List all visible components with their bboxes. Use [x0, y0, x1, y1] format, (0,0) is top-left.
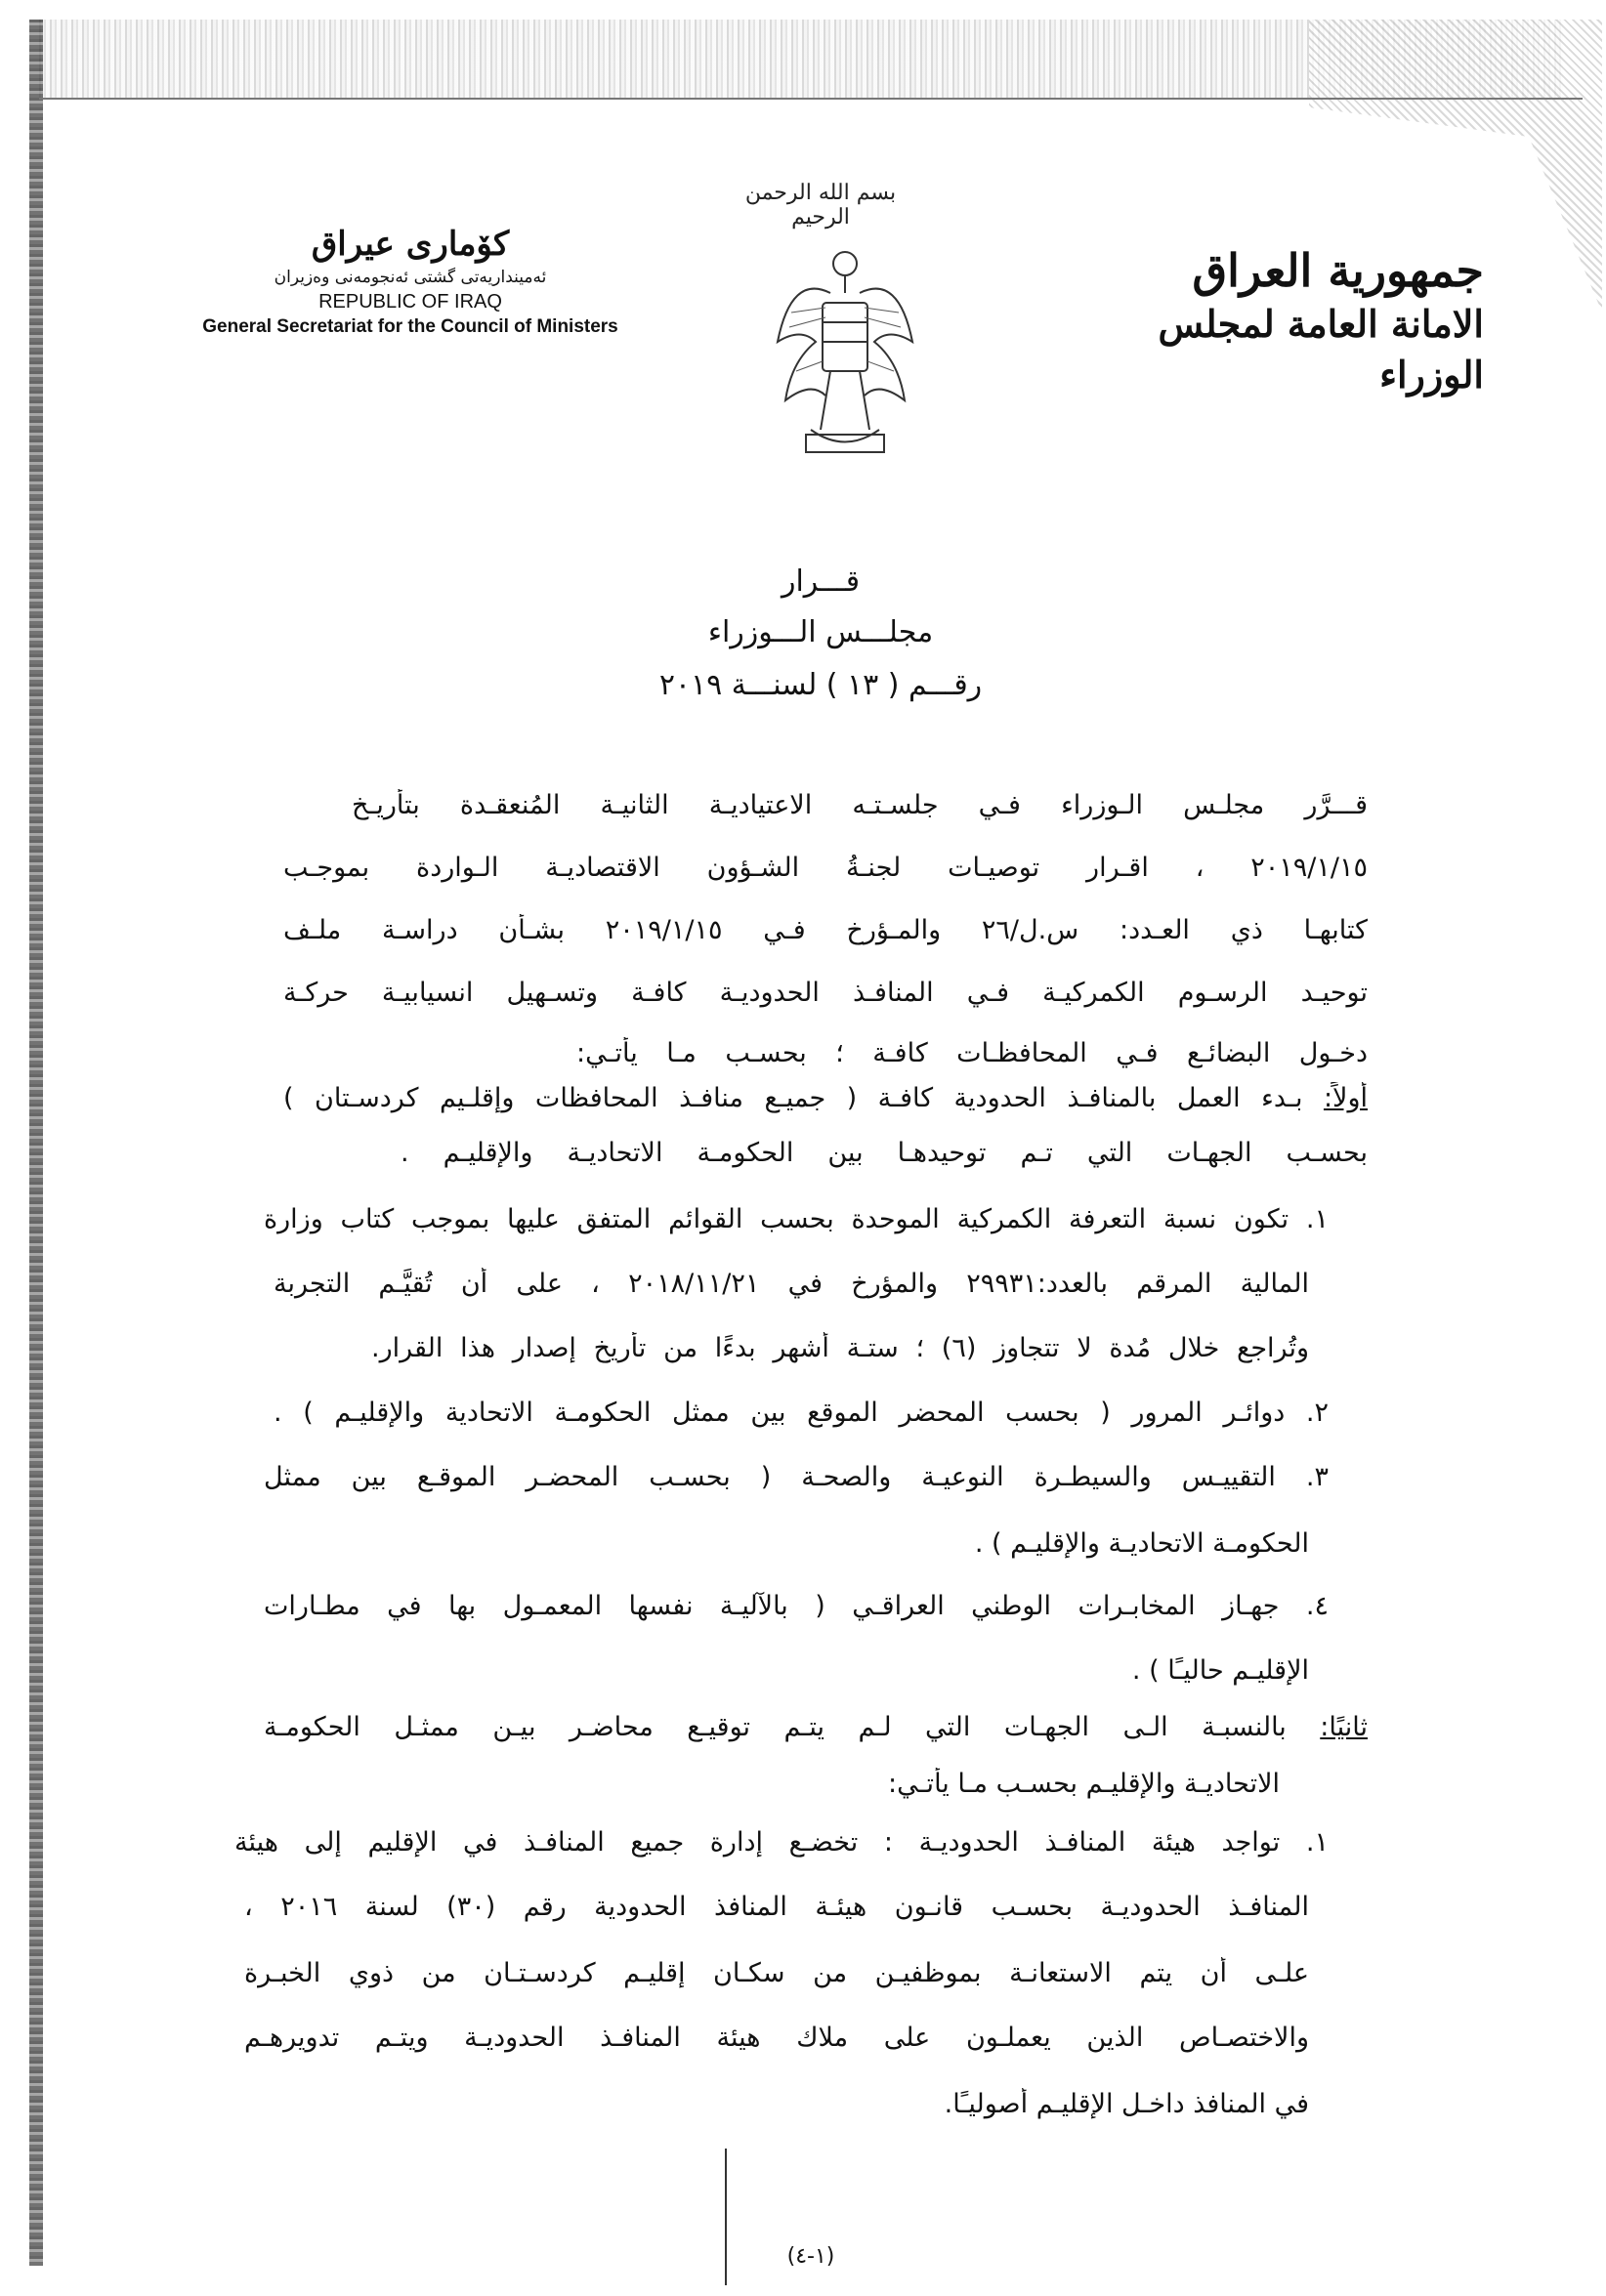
letterhead-english-line2: General Secretariat for the Council of Ministers: [202, 316, 618, 337]
item-line: ١. تواجد هيئة المنافـذ الحدوديـة : تخضـع إدارة جميع المنافـذ في الإقليم إلى هيئة: [234, 1827, 1329, 1858]
item-line: المالية المرقم بالعدد:٢٩٩٣١ والمؤرخ في ٢٠١٨/١١/٢١ ، على أن تُقيَّـم التجربة: [274, 1269, 1309, 1299]
letterhead-english-line1: REPUBLIC OF IRAQ: [318, 291, 502, 313]
body-line: كتابهـا ذي العـدد: س.ل/٢٦ والمـؤرخ فـي ٢٠١٩/١/١٥ بشـأن دراسـة ملـف: [283, 915, 1368, 945]
item-line: المنافـذ الحدوديـة بحسـب قانـون هيئـة المنافذ الحدودية رقم (٣٠) لسنة ٢٠١٦ ،: [244, 1892, 1309, 1922]
footer-divider: [725, 2149, 727, 2285]
body-line: قـــرَّر مجلـس الـوزراء فـي جلسـتـه الاعتياديـة الثانيـة المُنعقـدة بتأريـخ: [352, 790, 1368, 820]
page-number: (١-٤): [786, 2244, 835, 2269]
body-line: الاتحاديـة والإقليـم بحسـب مـا يأتـي:: [888, 1769, 1280, 1799]
item-line: ٢. دوائـر المرور ( بحسب المحضر الموقع بين ممثل الحكومـة الاتحادية والإقليـم ) .: [274, 1398, 1329, 1428]
item-line: الحكومـة الاتحاديـة والإقليـم ) .: [974, 1528, 1309, 1559]
item-line: في المنافذ داخـل الإقليـم أصوليـًا.: [944, 2089, 1309, 2119]
clause-first-label: أولاً:: [1323, 1083, 1368, 1113]
letterhead-kurdish-line1: كۆماری عیراق: [311, 225, 510, 264]
body-line: ٢٠١٩/١/١٥ ، اقـرار توصيـات لجنـةُ الشـؤون الاقتصاديـة الـواردة بموجـب: [283, 853, 1368, 883]
item-line: ٣. التقييـس والسيطـرة النوعيـة والصحـة ( بحسـب المحضـر الموقـع بين ممثل: [264, 1462, 1329, 1492]
body-line: توحيـد الرسـوم الكمركيـة فـي المنافـذ الحدوديـة كافـة وتسـهيل انسيابيـة حركـة: [283, 978, 1368, 1008]
item-line: ١. تكون نسبة التعرفة الكمركية الموحدة بحسب القوائم المتفق عليها بموجب كتاب وزارة: [264, 1204, 1329, 1234]
clause-second: [264, 1711, 1368, 1744]
letterhead-arabic-line2: الامانة العامة لمجلس الوزراء: [1158, 302, 1484, 397]
item-line: والاختصـاص الذين يعملـون على ملاك هيئة المنافـذ الحدوديـة ويتـم تدويرهـم: [244, 2023, 1309, 2053]
clause-second-label: ثانيًا:: [1320, 1712, 1368, 1742]
council-title: مجلـــس الـــوزراء: [707, 615, 934, 649]
clause-first: [283, 1082, 1368, 1115]
decision-title: قـــرار: [781, 564, 861, 599]
item-line: الإقليـم حاليـًا ) .: [1131, 1655, 1309, 1686]
clause-first-text: بـدء العمل بالمنافـذ الحدودية كافـة ( جميـع منافـذ المحافظات وإقلـيم كردسـتان ): [283, 1083, 1324, 1113]
letterhead-arabic-line1: جمهورية العراق: [1192, 244, 1484, 297]
body-line: دخـول البضائـع فـي المحافظـات كافـة ؛ بحسـب مـا يأتـي:: [576, 1038, 1368, 1068]
item-line: ٤. جهـاز المخابـرات الوطني العراقـي ( بالآليـة نفسها المعمـول بها في مطـارات: [264, 1591, 1329, 1621]
item-line: وتُراجع خلال مُدة لا تتجاوز (٦) ؛ ستـة أشهر بدءًا من تأريخ إصدار هذا القرار.: [371, 1333, 1309, 1363]
body-line: بحسـب الجهـات التي تـم توحيدهـا بين الحكومـة الاتحاديـة والإقليـم .: [401, 1138, 1368, 1168]
basmala: بسم الله الرحمن الرحيم: [744, 181, 897, 230]
clause-second-text: بالنسبـة الـى الجهـات التي لـم يتـم توقيـع محاضـر بيـن ممثـل الحكومـة: [264, 1712, 1321, 1742]
decision-number: رقـــم ( ١٣ ) لسنـــة ٢٠١٩: [658, 668, 983, 702]
letterhead-kurdish-line2: ئەمینداریەتی گشتی ئەنجومەنی وەزیران: [274, 268, 547, 287]
item-line: علـى أن يتم الاستعانـة بموظفيـن من سكـان إقليـم كردسـتـان من ذوي الخبـرة: [244, 1958, 1309, 1988]
